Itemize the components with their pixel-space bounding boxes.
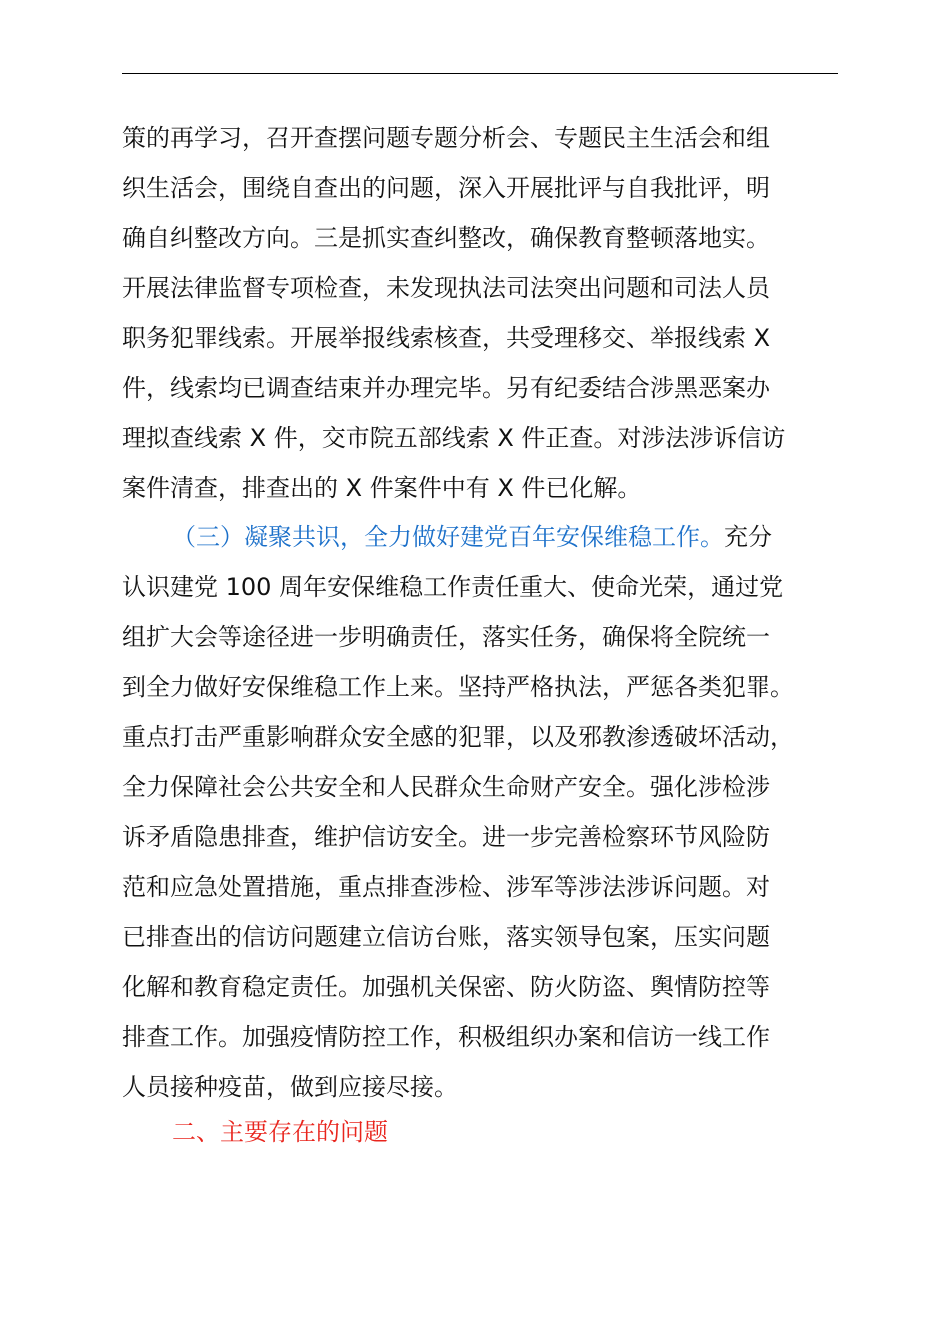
paragraph-line: 诉矛盾隐患排查，维护信访安全。进一步完善检察环节风险防: [122, 823, 770, 851]
paragraph-line: 织生活会，围绕自查出的问题，深入开展批评与自我批评，明: [122, 174, 770, 202]
paragraph-line: 全力保障社会公共安全和人民群众生命财产安全。强化涉检涉: [122, 773, 770, 801]
paragraph-line: 职务犯罪线索。开展举报线索核查，共受理移交、举报线索 X: [122, 324, 771, 352]
paragraph-line: 开展法律监督专项检查，未发现执法司法突出问题和司法人员: [122, 274, 770, 302]
paragraph-line: 已排查出的信访问题建立信访台账，落实领导包案，压实问题: [122, 923, 770, 951]
paragraph-line: 策的再学习，召开查摆问题专题分析会、专题民主生活会和组: [122, 124, 770, 152]
paragraph-line: 确自纠整改方向。三是抓实查纠整改，确保教育整顿落地实。: [122, 224, 770, 252]
paragraph-line: 认识建党 100 周年安保维稳工作责任重大、使命光荣，通过党: [122, 573, 784, 601]
section-3-text-start: 充分: [724, 523, 772, 551]
paragraph-line: 到全力做好安保维稳工作上来。坚持严格执法，严惩各类犯罪。: [122, 673, 794, 701]
section-3-heading: （三）凝聚共识，全力做好建党百年安保维稳工作。: [172, 523, 724, 551]
paragraph-line: 重点打击严重影响群众安全感的犯罪，以及邪教渗透破坏活动，: [122, 723, 794, 751]
paragraph-line: 排查工作。加强疫情防控工作，积极组织办案和信访一线工作: [122, 1023, 770, 1051]
paragraph-line: 件，线索均已调查结束并办理完毕。另有纪委结合涉黑恶案办: [122, 374, 770, 402]
paragraph-line: 范和应急处置措施，重点排查涉检、涉军等涉法涉诉问题。对: [122, 873, 770, 901]
paragraph-line: 组扩大会等途径进一步明确责任，落实任务，确保将全院统一: [122, 623, 770, 651]
paragraph-line: 化解和教育稳定责任。加强机关保密、防火防盗、舆情防控等: [122, 973, 770, 1001]
header-rule: [122, 73, 838, 74]
paragraph-line: 理拟查线索 X 件，交市院五部线索 X 件正查。对涉法涉诉信访: [122, 424, 786, 452]
paragraph-line: 人员接种疫苗，做到应接尽接。: [122, 1073, 458, 1101]
section-3-first-line: [172, 521, 772, 553]
paragraph-line: 案件清查，排查出的 X 件案件中有 X 件已化解。: [122, 474, 642, 502]
section-2-heading: 二、主要存在的问题: [172, 1118, 388, 1146]
